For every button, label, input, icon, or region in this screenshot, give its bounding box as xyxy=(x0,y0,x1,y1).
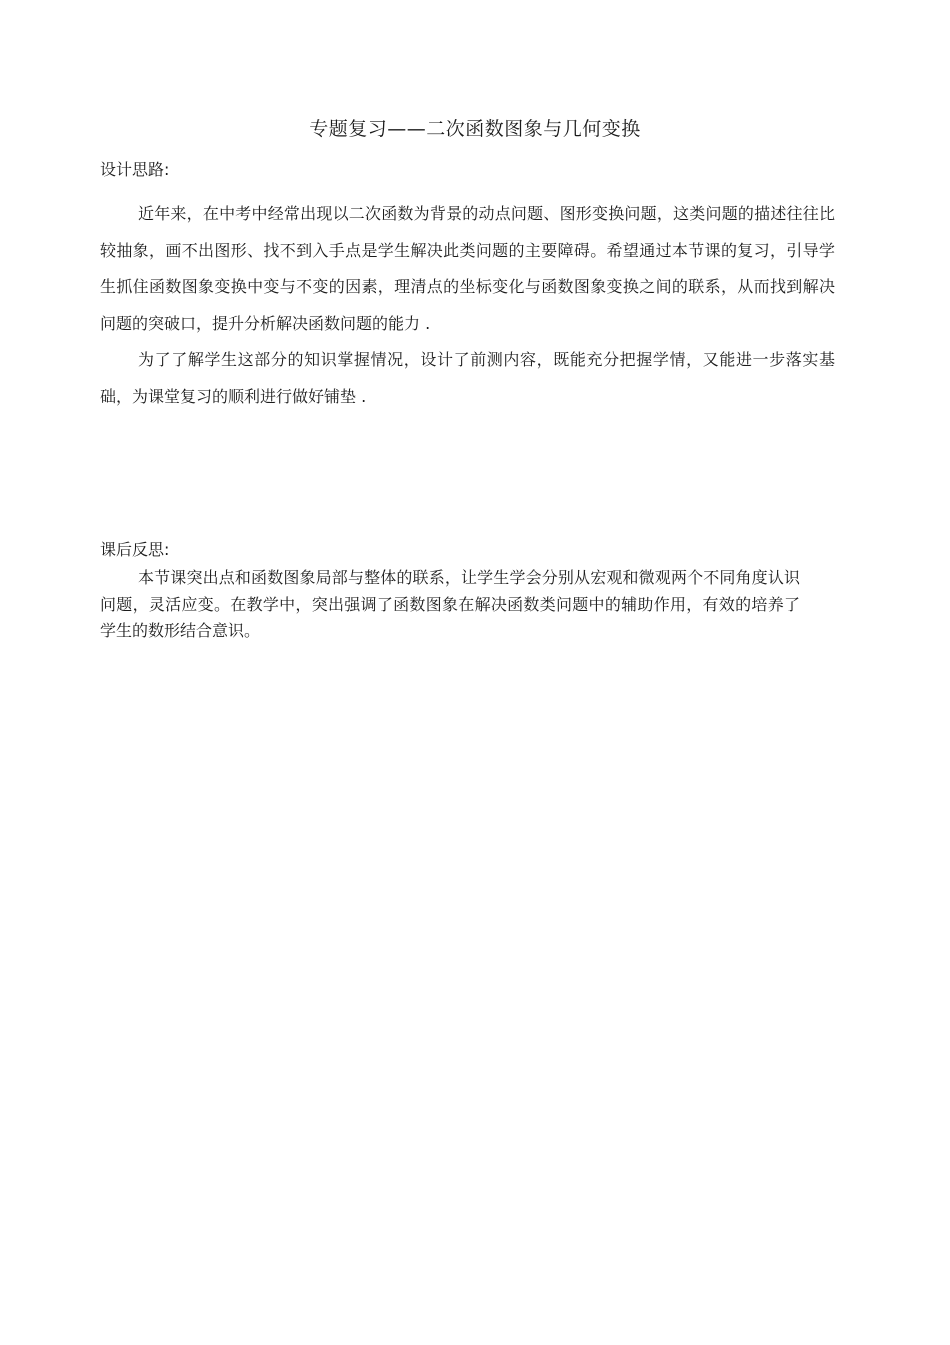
reflection-paragraph: 本节课突出点和函数图象局部与整体的联系，让学生学会分别从宏观和微观两个不同角度认识问题，灵活应变。在教学中，突出强调了函数图象在解决函数类问题中的辅助作用，有效的培养了学生的数形结合意识。 xyxy=(100,568,800,640)
reflection-section-label: 课后反思: xyxy=(100,540,170,559)
design-section-label: 设计思路: xyxy=(100,160,170,179)
design-section-body xyxy=(100,196,835,415)
reflection-section-body xyxy=(100,565,800,645)
design-paragraph: 近年来，在中考中经常出现以二次函数为背景的动点问题、图形变换问题，这类问题的描述往往比较抽象，画不出图形、找不到入手点是学生解决此类问题的主要障碍。希望通过本节课的复习，引导学生抓住函数图象变换中变与不变的因素，理清点的坐标变化与函数图象变换之间的联系，从而找到解决问题的突破口，提升分析解决函数问题的能力 . xyxy=(100,204,835,333)
design-paragraph: 为了了解学生这部分的知识掌握情况，设计了前测内容，既能充分把握学情，又能进一步落实基础，为课堂复习的顺利进行做好铺垫 . xyxy=(100,350,835,406)
document-title: 专题复习——二次函数图象与几何变换 xyxy=(309,118,641,140)
